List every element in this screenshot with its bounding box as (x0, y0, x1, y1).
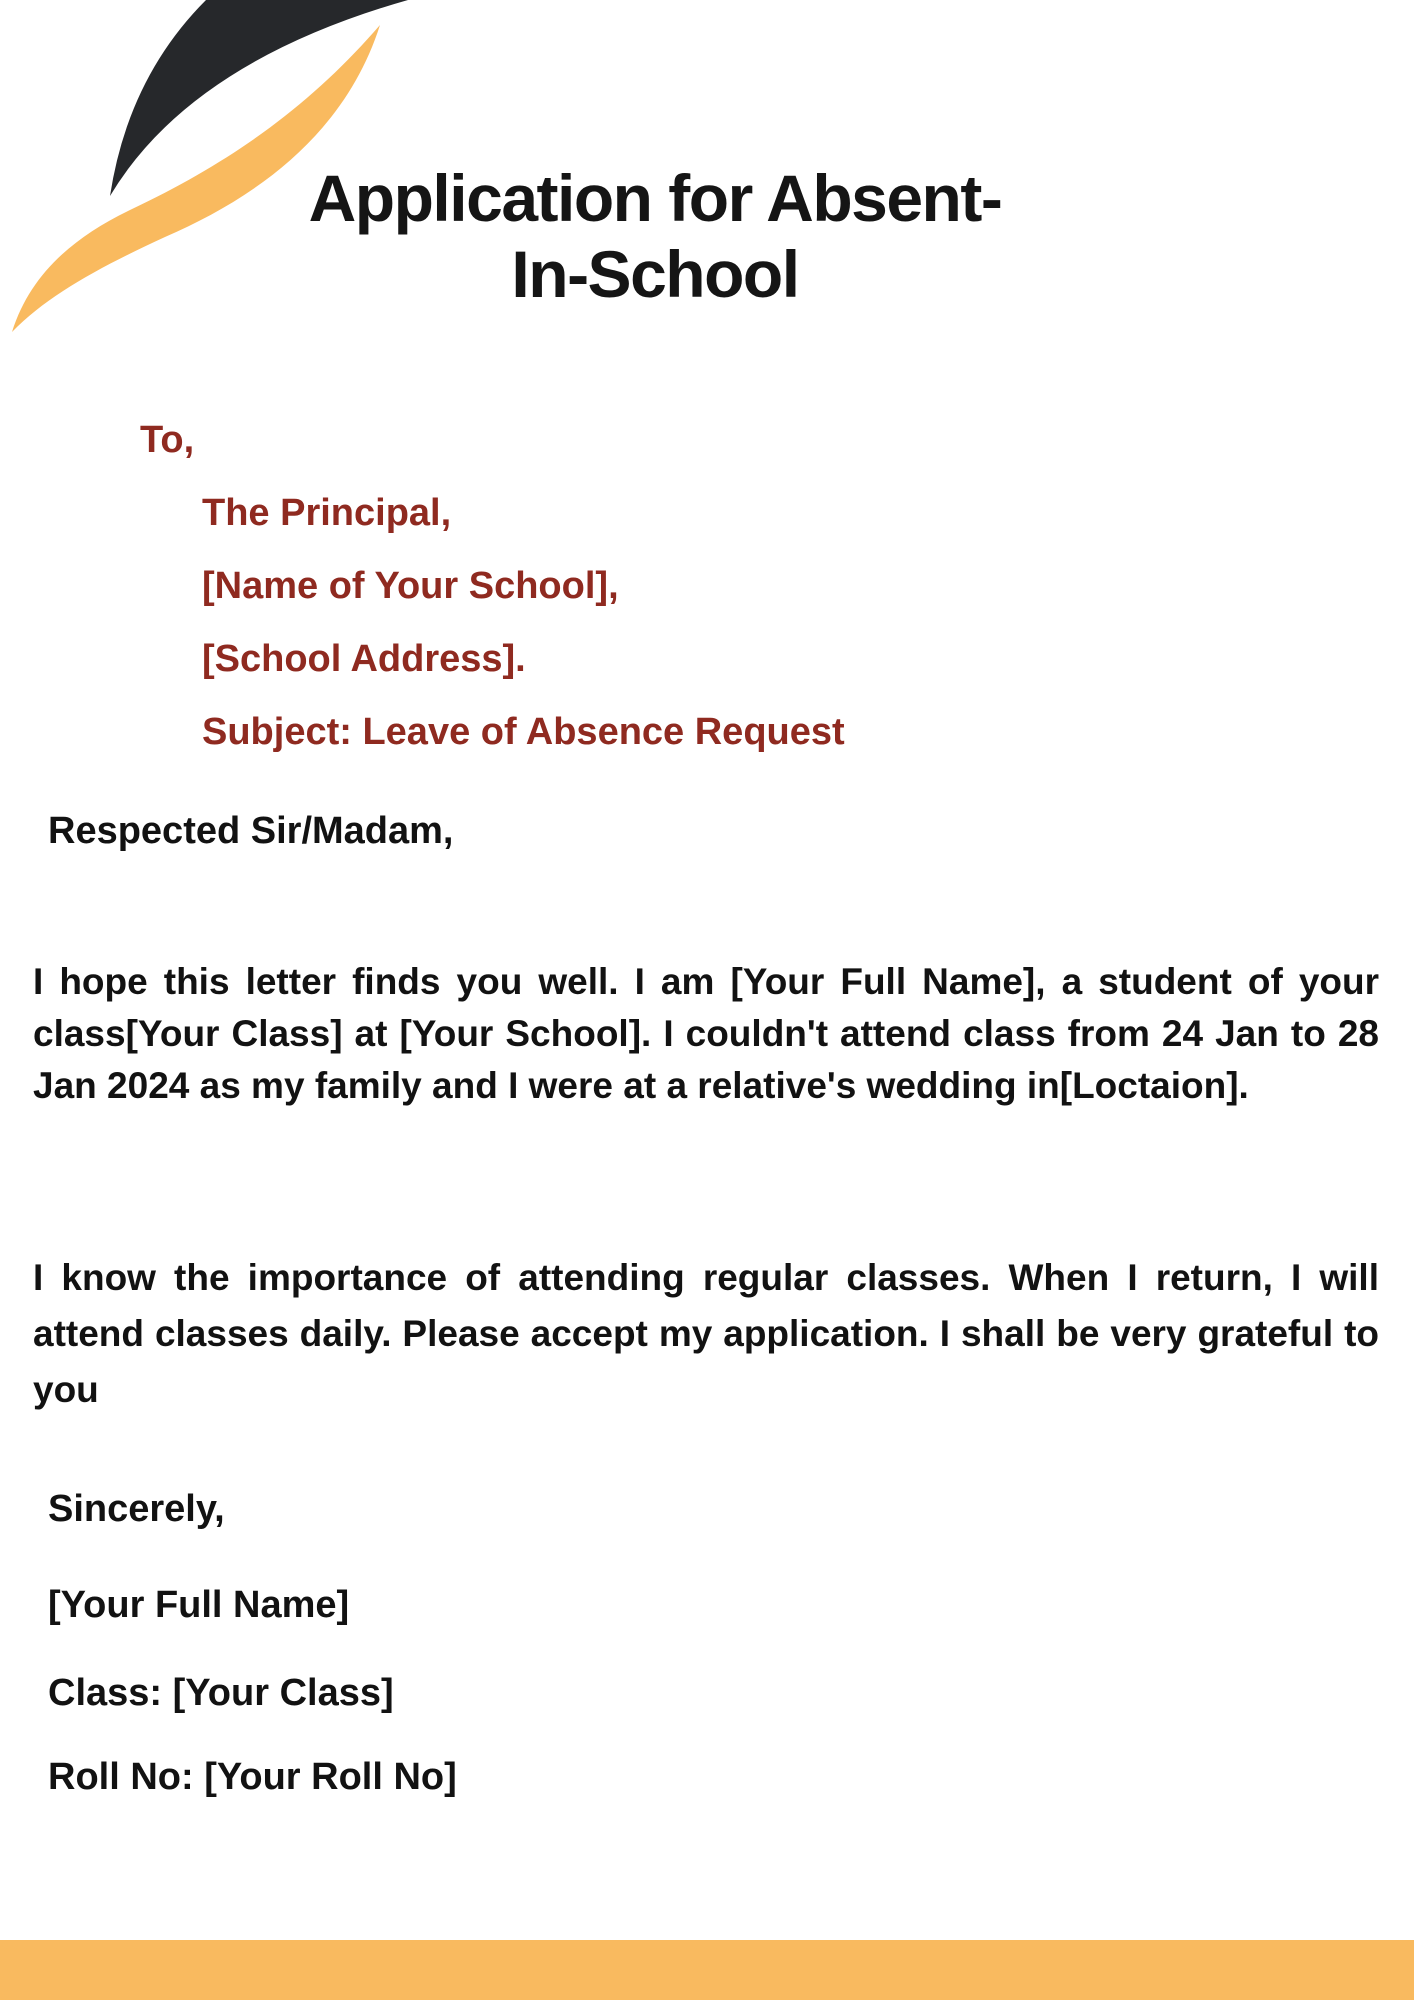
recipient-school-name: [Name of Your School], (202, 565, 619, 607)
closing-class: Class: [Your Class] (48, 1672, 394, 1714)
page-title-line2: In-School (511, 237, 799, 311)
recipient-principal: The Principal, (202, 492, 452, 534)
subject-line: Subject: Leave of Absence Request (202, 711, 845, 753)
recipient-to: To, (140, 419, 195, 461)
closing-name: [Your Full Name] (48, 1584, 350, 1626)
closing-sincerely: Sincerely, (48, 1488, 225, 1530)
page-title-line1: Application for Absent- (308, 161, 1002, 235)
body-paragraph-1: I hope this letter finds you well. I am [Your Full Name], a student of your class[Your Class] at [Your School]. I couldn't attend class from 24 Jan to 28 Jan 2024 as my family and I were at a relative's wedding in[Loctaion]. (33, 961, 1379, 1106)
body-paragraph-2: I know the importance of attending regular classes. When I return, I will attend classes daily. Please accept my application. I shall be very grateful to you (33, 1257, 1379, 1410)
recipient-school-address: [School Address]. (202, 638, 526, 680)
footer-accent-bar (0, 1940, 1414, 2000)
recipient-block (140, 404, 845, 769)
closing-roll-no: Roll No: [Your Roll No] (48, 1756, 457, 1798)
page-title (0, 160, 1310, 312)
salutation: Respected Sir/Madam, (48, 810, 454, 852)
